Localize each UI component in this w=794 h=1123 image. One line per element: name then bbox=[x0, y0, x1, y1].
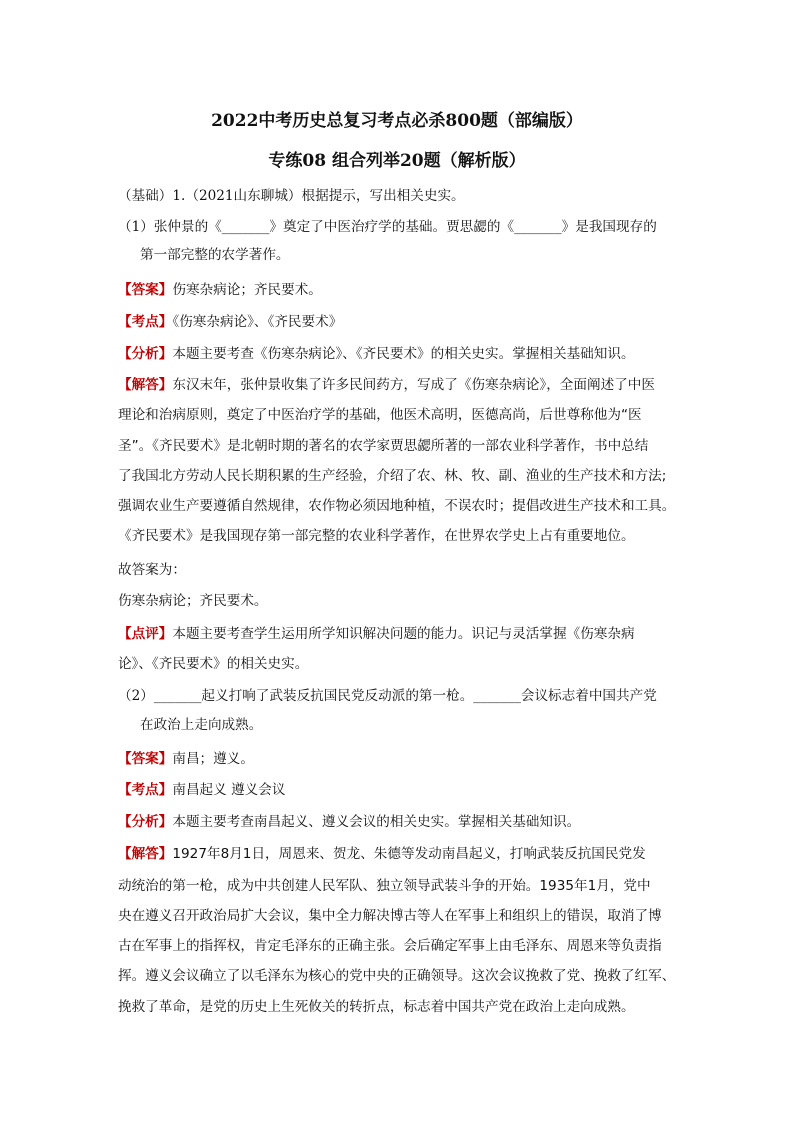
question-stem: （基础）1.（2021山东聊城）根据提示，写出相关史实。 bbox=[118, 188, 465, 204]
solution-tag: 【解答】 bbox=[118, 377, 173, 393]
solution-row bbox=[118, 844, 688, 864]
document-subtitle: 专练08 组合列举20题（解析版） bbox=[268, 151, 526, 171]
analysis-row bbox=[118, 812, 688, 832]
answer-row bbox=[118, 749, 688, 769]
final-label: 故答案为： bbox=[118, 562, 186, 578]
analysis-text: 本题主要考查《伤寒杂病论》、《齐民要术》的相关史实。掌握相关基础知识。 bbox=[172, 346, 635, 362]
solution-line: 动统治的第一枪，成为中共创建人民军队、独立领导武装斗争的开始。1935年1月，党中 bbox=[118, 878, 651, 894]
solution-line: 圣”。《齐民要术》是北朝时期的著名的农学家贾思勰所著的一部农业科学著作，书中总结 bbox=[118, 438, 649, 454]
sub-question-2-cont: 在政治上走向成熟。 bbox=[140, 717, 263, 733]
solution-line: 强调农业生产要遵循自然规律，农作物必须因地种植，不误农时；提倡改进生产技术和工具。 bbox=[118, 498, 676, 514]
sub-question-1-cont: 第一部完整的农学著作。 bbox=[140, 247, 290, 263]
document-title: 2022中考历史总复习考点必杀800题（部编版） bbox=[211, 111, 583, 131]
solution-row bbox=[118, 375, 688, 395]
point-tag: 【考点】 bbox=[118, 782, 173, 798]
final-answer: 伤寒杂病论；齐民要术。 bbox=[118, 593, 268, 609]
answer-text: 伤寒杂病论；齐民要术。 bbox=[172, 282, 322, 298]
answer-tag: 【答案】 bbox=[118, 282, 173, 298]
comment-tag: 【点评】 bbox=[118, 626, 173, 642]
point-tag: 【考点】 bbox=[118, 314, 173, 330]
comment-line: 论》、《齐民要术》的相关史实。 bbox=[118, 656, 309, 672]
comment-text: 本题主要考查学生运用所学知识解决问题的能力。识记与灵活掌握《伤寒杂病 bbox=[172, 626, 635, 642]
point-row bbox=[118, 312, 688, 332]
solution-text: 东汉末年，张仲景收集了许多民间药方，写成了《伤寒杂病论》，全面阐述了中医 bbox=[172, 377, 655, 393]
point-row bbox=[118, 780, 688, 800]
analysis-tag: 【分析】 bbox=[118, 814, 173, 830]
answer-row bbox=[118, 280, 688, 300]
solution-line: 挽救了革命，是党的历史上生死攸关的转折点，标志着中国共产党在政治上走向成熟。 bbox=[118, 999, 635, 1015]
solution-line: 《齐民要术》是我国现存第一部完整的农业科学著作，在世界农学史上占有重要地位。 bbox=[118, 528, 635, 544]
comment-row bbox=[118, 624, 688, 644]
point-text: 南昌起义 遵义会议 bbox=[172, 782, 286, 798]
point-text: 《伤寒杂病论》、《齐民要术》 bbox=[172, 314, 343, 330]
solution-line: 挥。遵义会议确立了以毛泽东为核心的党中央的正确领导。这次会议挽救了党、挽救了红军、 bbox=[118, 968, 676, 984]
solution-line: 了我国北方劳动人民长期积累的生产经验，介绍了农、林、牧、副、渔业的生产技术和方法; bbox=[118, 468, 667, 484]
analysis-row bbox=[118, 344, 688, 364]
solution-tag: 【解答】 bbox=[118, 846, 173, 862]
answer-tag: 【答案】 bbox=[118, 751, 173, 767]
analysis-tag: 【分析】 bbox=[118, 346, 173, 362]
answer-text: 南昌；遵义。 bbox=[172, 751, 254, 767]
solution-line: 央在遵义召开政治局扩大会议，集中全力解决博古等人在军事上和组织上的错误，取消了博 bbox=[118, 908, 662, 924]
sub-question-2: （2）_______起义打响了武装反抗国民党反动派的第一枪。_______会议标志着中国共产党 bbox=[118, 688, 657, 704]
solution-line: 古在军事上的指挥权，肯定毛泽东的正确主张。会后确定军事上由毛泽东、周恩来等负责指 bbox=[118, 938, 662, 954]
solution-text: 1927年8月1日，周恩来、贺龙、朱德等发动南昌起义，打响武装反抗国民党发 bbox=[172, 846, 646, 862]
solution-line: 理论和治病原则，奠定了中医治疗学的基础，他医术高明，医德高尚，后世尊称他为“医 bbox=[118, 407, 642, 423]
analysis-text: 本题主要考查南昌起义、遵义会议的相关史实。掌握相关基础知识。 bbox=[172, 814, 581, 830]
sub-question-1: （1）张仲景的《_______》奠定了中医治疗学的基础。贾思勰的《_______》是我国现存的 bbox=[118, 219, 657, 235]
